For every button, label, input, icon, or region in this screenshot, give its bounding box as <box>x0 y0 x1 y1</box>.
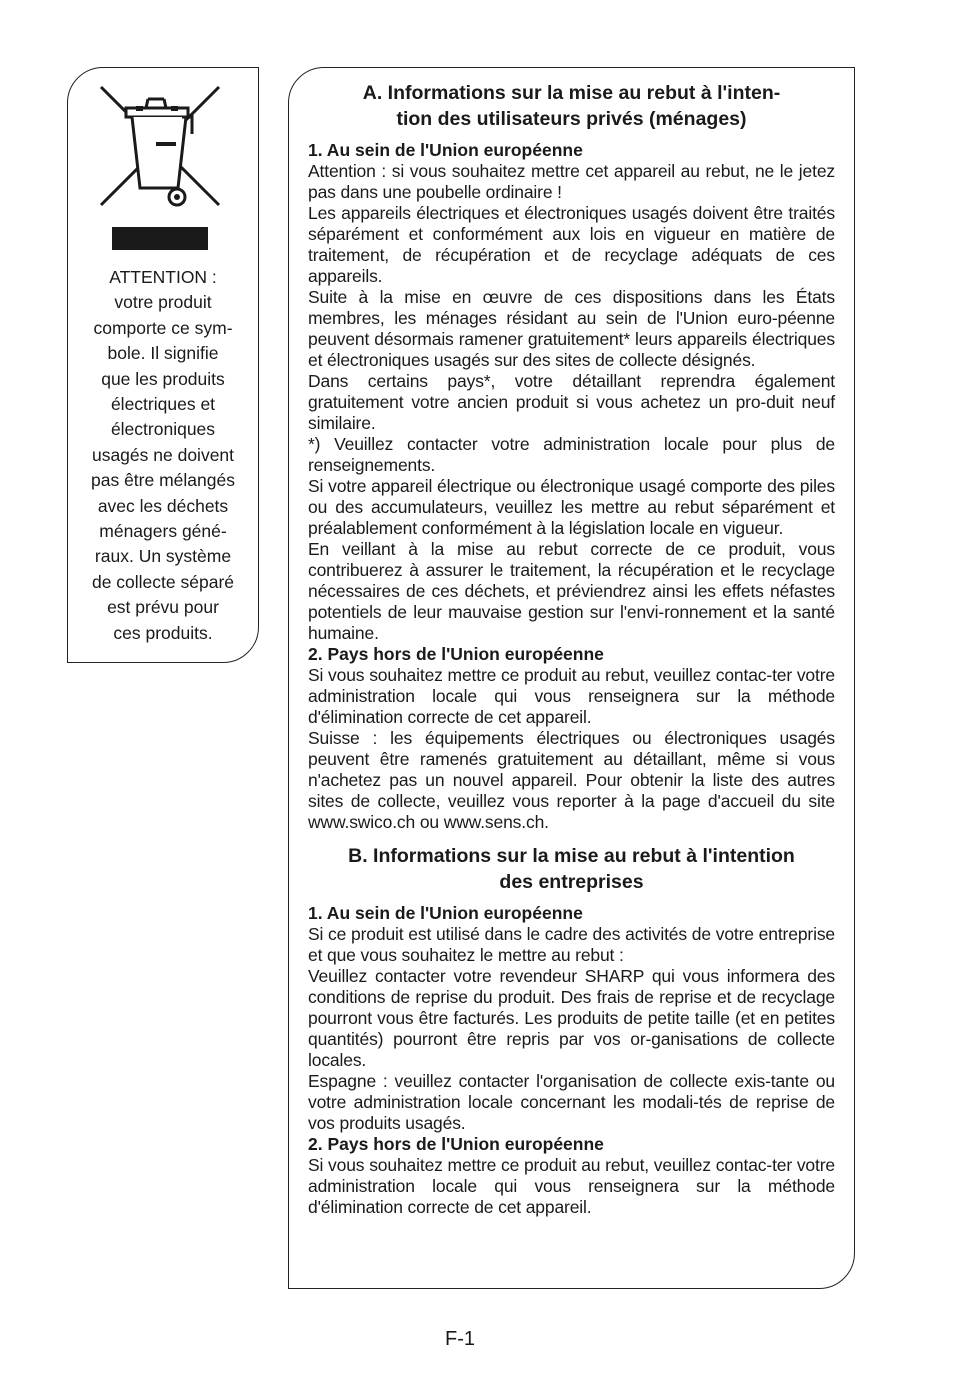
section-a-non-eu-heading: 2. Pays hors de l'Union européenne <box>308 644 604 664</box>
paragraph: Suisse : les équipements électriques ou électroniques usagés peuvent être ramenés gratuitement au détaillant, même si vous n'achetez pas un nouvel appareil. Pour obtenir la liste des autres sites de collecte, veuillez vous reporter à la page d'accueil du site www.swico.ch ou www.sens.ch. <box>308 728 835 832</box>
paragraph: Les appareils électriques et électroniques usagés doivent être traités séparément et conformément aux lois en vigueur en matière de traitement, de récupération et de recyclage adéquats de ces appareils. <box>308 203 835 286</box>
section-a-title <box>314 80 829 132</box>
section-a-title-line: tion des utilisateurs privés (ménages) <box>396 108 747 130</box>
paragraph: Si ce produit est utilisé dans le cadre des activités de votre entreprise et que vous souhaitez le mettre au rebut : <box>308 924 835 965</box>
attention-line: votre produit <box>114 292 212 313</box>
attention-line: raux. Un système <box>94 546 232 567</box>
paragraph: Si vous souhaitez mettre ce produit au rebut, veuillez contac-ter votre administration locale qui vous renseignera sur la méthode d'élimination correcte de cet appareil. <box>308 1155 835 1217</box>
attention-line: de collecte séparé <box>91 571 235 592</box>
section-b-eu-heading: 1. Au sein de l'Union européenne <box>308 903 583 923</box>
attention-line: ménagers géné- <box>99 521 227 542</box>
attention-line: électriques et <box>110 394 216 415</box>
attention-line: bole. Il signifie <box>107 343 219 364</box>
paragraph: Si vous souhaitez mettre ce produit au rebut, veuillez contac-ter votre administration locale qui vous renseignera sur la méthode d'élimination correcte de cet appareil. <box>308 665 835 727</box>
attention-line: ATTENTION : <box>109 267 217 287</box>
section-b-non-eu-heading: 2. Pays hors de l'Union européenne <box>308 1134 604 1154</box>
section-a-eu-heading: 1. Au sein de l'Union européenne <box>308 140 583 160</box>
section-a-title-line: A. Informations sur la mise au rebut à l'inten- <box>362 82 781 104</box>
paragraph: *) Veuillez contacter votre administration locale pour plus de renseignements. <box>308 434 835 475</box>
attention-line: usagés ne doivent <box>91 444 235 465</box>
paragraph: Si votre appareil électrique ou électronique usagé comporte des piles ou des accumulateurs, veuillez les mettre au rebut séparément et préalablement conformément à la législation locale en vigueur. <box>308 476 835 538</box>
disposal-info-box <box>288 67 855 1289</box>
paragraph: En veillant à la mise au rebut correcte de ce produit, vous contribuerez à assurer le traitement, la récupération et le recyclage nécessaires de ces déchets, et préviendrez ainsi les effets néfastes potentiels de leur mauvaise gestion sur l'envi-ronnement et la santé humaine. <box>308 539 835 643</box>
black-bar <box>112 227 208 250</box>
page-number: F-1 <box>445 1328 475 1350</box>
section-b-title <box>314 843 829 895</box>
attention-line: que les produits <box>101 368 225 389</box>
attention-line: avec les déchets <box>97 495 229 516</box>
section-b-title-line: des entreprises <box>499 871 644 893</box>
paragraph: Espagne : veuillez contacter l'organisation de collecte exis-tante ou votre administration locale concernant les modali-tés de reprise de vos produits usagés. <box>308 1071 835 1133</box>
attention-line: pas être mélangés <box>91 470 235 491</box>
crossed-out-wheelie-bin-icon <box>98 84 222 208</box>
paragraph: Veuillez contacter votre revendeur SHARP qui vous informera des conditions de reprise du produit. Des frais de reprise et de recyclage pourront vous être facturés. Les produits de petite taille (et en petites quantités) pourront être repris par vos or-ganisations de collecte locales. <box>308 966 835 1070</box>
paragraph: Dans certains pays*, votre détaillant reprendra également gratuitement votre ancien produit si vous achetez un pro-duit neuf similaire. <box>308 371 835 433</box>
disposal-content <box>308 80 835 1218</box>
attention-line: est prévu pour <box>107 597 219 618</box>
paragraph: Suite à la mise en œuvre de ces dispositions dans les États membres, les ménages résidant au sein de l'Union euro-péenne peuvent désormais ramener gratuitement* leurs appareils électriques et électroniques usagés sur des sites de collecte désignés. <box>308 287 835 370</box>
attention-line: comporte ce sym- <box>93 317 233 338</box>
weee-notice-box <box>67 67 259 663</box>
paragraph: Attention : si vous souhaitez mettre cet appareil au rebut, ne le jetez pas dans une poubelle ordinaire ! <box>308 161 835 202</box>
attention-notice <box>74 265 252 646</box>
attention-line: électroniques <box>110 419 216 440</box>
attention-line: ces produits. <box>113 622 213 643</box>
section-b-title-line: B. Informations sur la mise au rebut à l'intention <box>348 845 795 867</box>
